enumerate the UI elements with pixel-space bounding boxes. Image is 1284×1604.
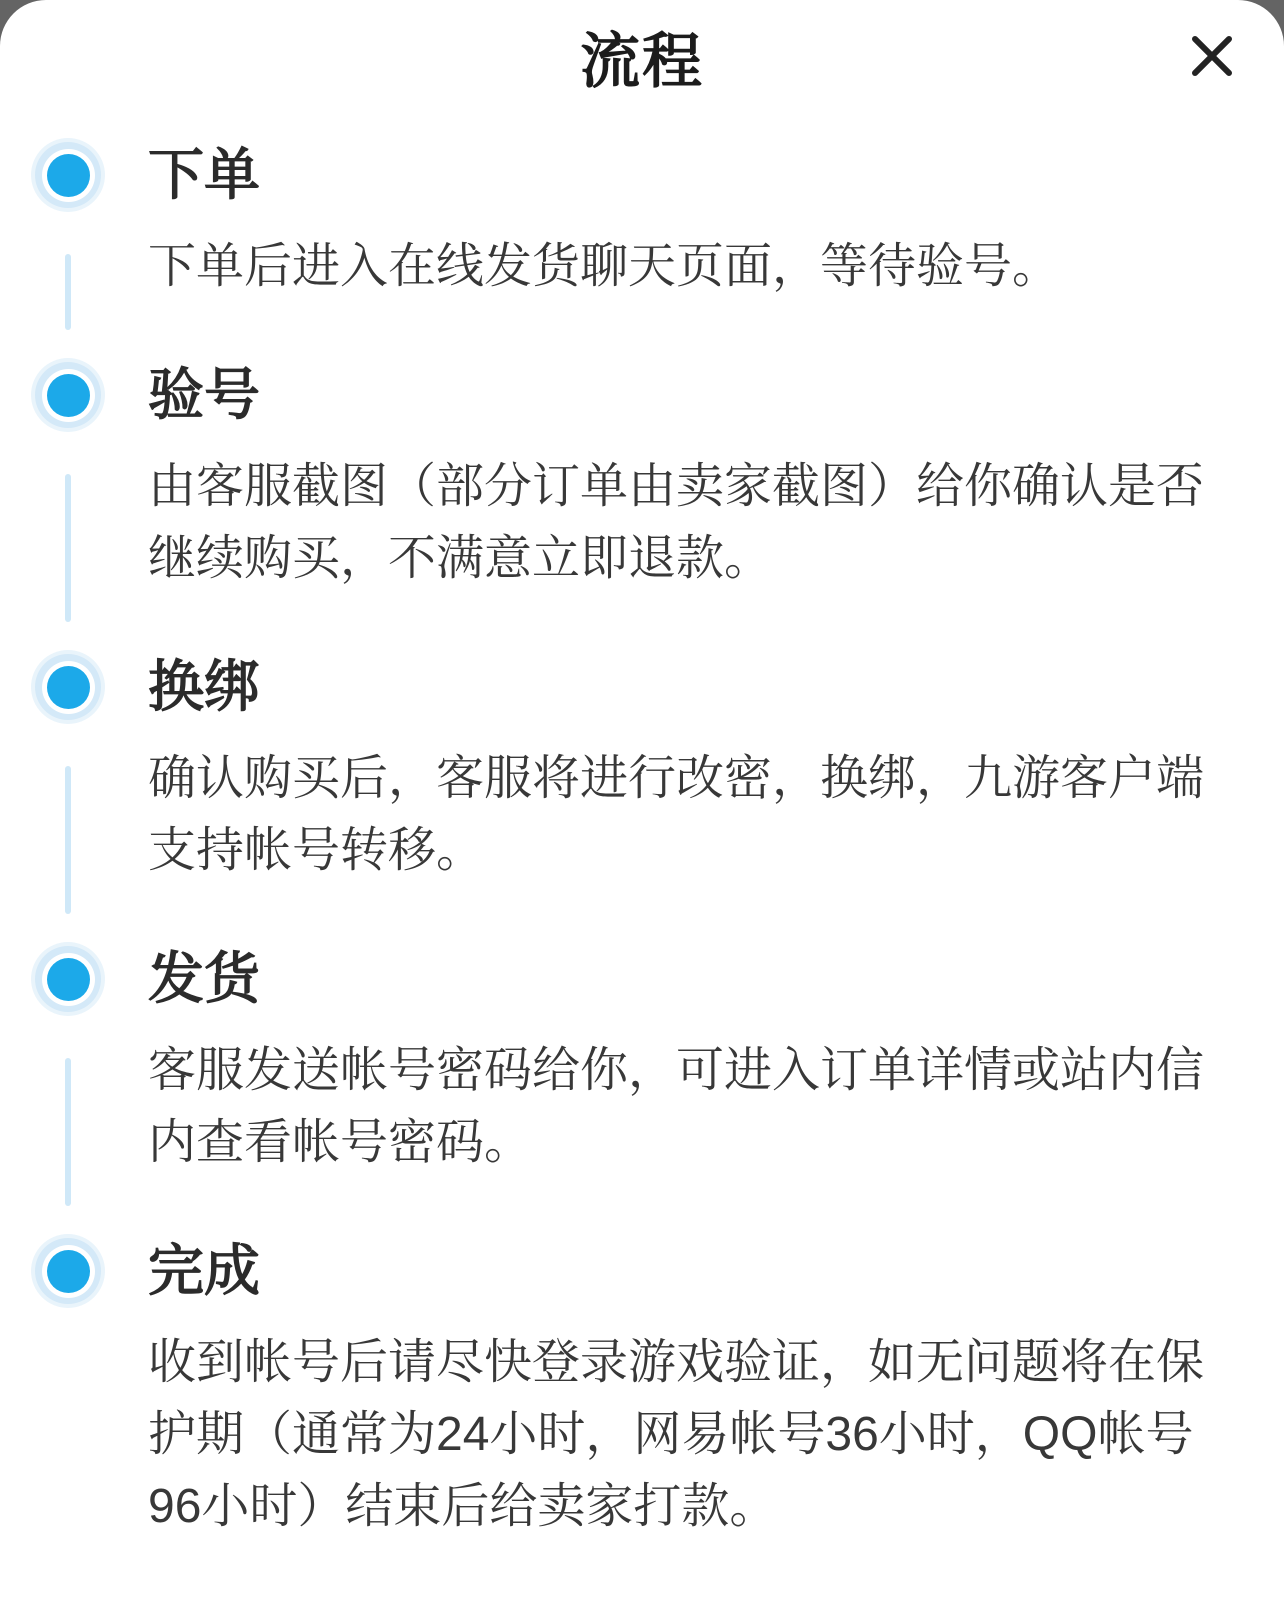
step-rail [35, 1235, 101, 1543]
step-description-line: 由客服截图（部分订单由卖家截图）给你确认是否 [148, 460, 1205, 513]
modal-header [0, 0, 1284, 139]
step-rail [35, 139, 101, 303]
step-dot-icon [35, 362, 101, 428]
step-description-line: 内查看帐号密码。 [148, 1116, 533, 1169]
step-dot-icon [35, 654, 101, 720]
process-step [0, 943, 1284, 1235]
step-title: 换绑 [148, 655, 260, 718]
step-content [148, 943, 1204, 1179]
step-connector-line [65, 1058, 71, 1206]
step-description [148, 743, 1204, 887]
close-button[interactable] [1188, 32, 1236, 80]
step-description-line: 96小时）结束后给卖家打款。 [148, 1480, 778, 1533]
step-dot-icon [35, 946, 101, 1012]
step-title: 下单 [148, 143, 260, 206]
step-description [148, 1035, 1204, 1179]
step-description-line: 支持帐号转移。 [148, 824, 485, 877]
step-content [148, 1235, 1204, 1543]
step-connector-line [65, 474, 71, 622]
close-icon [1192, 36, 1232, 76]
step-description [148, 1327, 1204, 1543]
step-rail [35, 943, 101, 1179]
step-description-line: 客服发送帐号密码给你，可进入订单详情或站内信 [148, 1044, 1205, 1097]
process-step [0, 1235, 1284, 1600]
step-connector-line [65, 254, 71, 330]
step-description-line: 继续购买，不满意立即退款。 [148, 532, 773, 585]
step-rail [35, 651, 101, 887]
step-description [148, 451, 1204, 595]
process-step [0, 651, 1284, 943]
step-title: 完成 [148, 1239, 260, 1302]
step-dot-icon [35, 1238, 101, 1304]
step-connector-line [65, 766, 71, 914]
process-step [0, 359, 1284, 651]
step-description-line: 确认购买后，客服将进行改密，换绑，九游客户端 [148, 752, 1205, 805]
step-content [148, 139, 1060, 303]
step-content [148, 359, 1204, 595]
step-content [148, 651, 1204, 887]
step-description-line: 护期（通常为24小时，网易帐号36小时，QQ帐号 [148, 1408, 1194, 1461]
step-title: 发货 [148, 947, 260, 1010]
process-step [0, 139, 1284, 359]
process-steps-list [0, 139, 1284, 1600]
step-description-line: 下单后进入在线发货聊天页面，等待验号。 [148, 240, 1061, 293]
page-title: 流程 [580, 28, 704, 95]
step-rail [35, 359, 101, 595]
step-title: 验号 [148, 363, 260, 426]
step-description [148, 231, 1060, 303]
step-description-line: 收到帐号后请尽快登录游戏验证，如无问题将在保 [148, 1336, 1205, 1389]
step-dot-icon [35, 142, 101, 208]
